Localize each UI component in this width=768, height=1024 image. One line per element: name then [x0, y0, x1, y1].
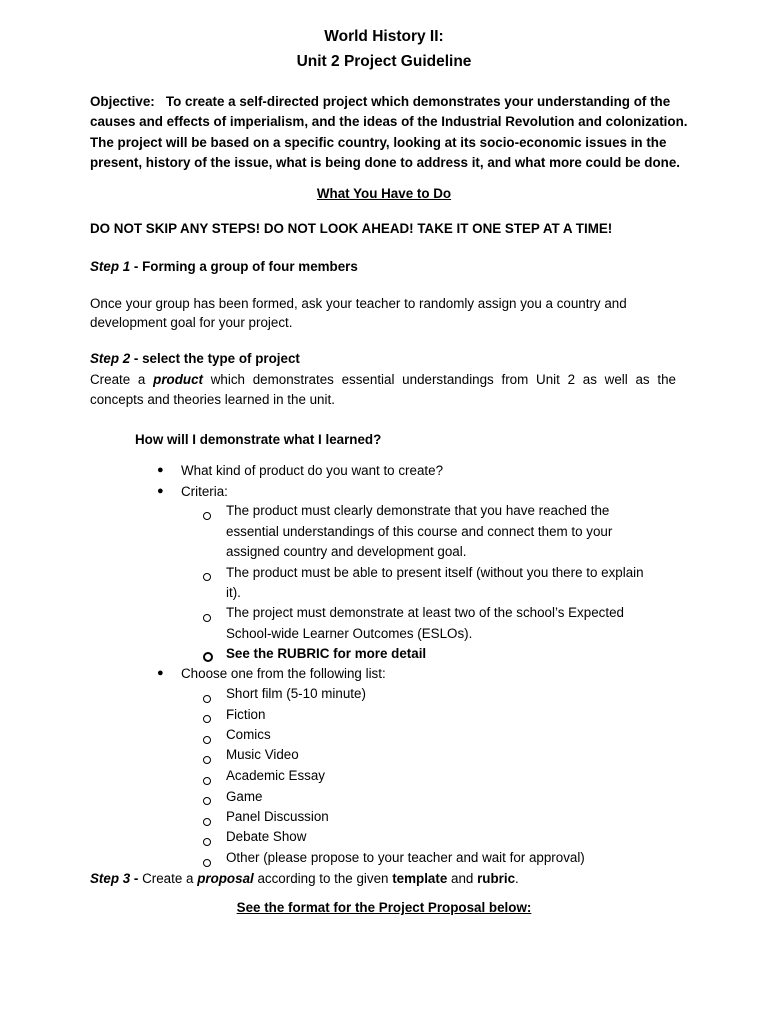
sub-bullet-icon	[203, 610, 211, 625]
step-3-line: Step 3 - Create a proposal according to the given template and rubric.	[90, 871, 519, 886]
sub-bullet-icon	[203, 773, 211, 788]
criteria-line-1: The product must clearly demonstrate that you have reached the	[226, 503, 610, 518]
sub-bullet-icon	[203, 508, 211, 523]
step-2-paragraph-line-1: Create a product which demonstrates essential understandings from Unit 2 as well as the	[90, 372, 676, 387]
criteria-line-7: School-wide Learner Outcomes (ESLOs).	[226, 626, 473, 641]
proposal-term: proposal	[197, 871, 254, 886]
criteria-line-6: The project must demonstrate at least two of the school’s Expected	[226, 605, 624, 620]
objective-line-3: The project will be based on a specific country, looking at its socio-economic issues in the	[90, 135, 667, 150]
rubric-term: rubric	[477, 871, 516, 886]
proposal-format-note: See the format for the Project Proposal below:	[236, 900, 532, 915]
option-item: Short film (5-10 minute)	[226, 686, 366, 701]
template-term: template	[392, 871, 448, 886]
step-2-label: Step 2	[90, 351, 131, 366]
sub-bullet-icon	[203, 814, 211, 829]
warning-text: DO NOT SKIP ANY STEPS! DO NOT LOOK AHEAD! TAKE IT ONE STEP AT A TIME!	[90, 221, 613, 236]
sub-bullet-icon	[203, 650, 213, 665]
bullet-icon: ●	[157, 485, 164, 497]
objective-label: Objective:	[90, 94, 155, 109]
option-item: Music Video	[226, 747, 299, 762]
option-item: Other (please propose to your teacher and wait for approval)	[226, 850, 585, 865]
bullet-3-text: Choose one from the following list:	[181, 666, 386, 681]
sub-bullet-icon	[203, 752, 211, 767]
objective-line-1: Objective: To create a self-directed project which demonstrates your understanding of the	[90, 94, 671, 109]
option-item: Game	[226, 789, 263, 804]
demonstrate-question: How will I demonstrate what I learned?	[135, 432, 382, 447]
step-1-heading: Step 1 - Forming a group of four members	[90, 259, 358, 274]
step-1-label: Step 1	[90, 259, 131, 274]
bullet-1-text: What kind of product do you want to create?	[181, 463, 444, 478]
step-1-paragraph-line-1: Once your group has been formed, ask your teacher to randomly assign you a country and	[90, 296, 627, 311]
criteria-line-4: The product must be able to present itself (without you there to explain	[226, 565, 644, 580]
criteria-rubric-note: See the RUBRIC for more detail	[226, 646, 427, 661]
criteria-line-5: it).	[226, 585, 241, 600]
option-item: Panel Discussion	[226, 809, 329, 824]
sub-bullet-icon	[203, 569, 211, 584]
objective-line-2: causes and effects of imperialism, and the ideas of the Industrial Revolution and colonization.	[90, 114, 688, 129]
bullet-icon: ●	[157, 667, 164, 679]
step-3-label: Step 3	[90, 871, 131, 886]
sub-bullet-icon	[203, 711, 211, 726]
sub-bullet-icon	[203, 834, 211, 849]
step-1-paragraph-line-2: development goal for your project.	[90, 315, 293, 330]
criteria-line-3: assigned country and development goal.	[226, 544, 467, 559]
title-line-1: World History II:	[324, 28, 444, 45]
sub-bullet-icon	[203, 855, 211, 870]
step-1-title: Forming a group of four members	[142, 259, 358, 274]
bullet-icon: ●	[157, 464, 164, 476]
step-2-heading: Step 2 - select the type of project	[90, 351, 300, 366]
product-term: product	[153, 372, 203, 387]
option-item: Fiction	[226, 707, 266, 722]
title-line-2: Unit 2 Project Guideline	[296, 53, 472, 70]
sub-bullet-icon	[203, 691, 211, 706]
bullet-2-text: Criteria:	[181, 484, 228, 499]
option-item: Academic Essay	[226, 768, 325, 783]
objective-line-4: present, history of the issue, what is being done to address it, and what more could be done.	[90, 155, 681, 170]
option-item: Comics	[226, 727, 271, 742]
sub-bullet-icon	[203, 732, 211, 747]
step-2-title: select the type of project	[142, 351, 300, 366]
step-2-paragraph-line-2: concepts and theories learned in the unit.	[90, 392, 335, 407]
what-to-do-heading: What You Have to Do	[316, 186, 452, 201]
criteria-line-2: essential understandings of this course and connect them to your	[226, 524, 613, 539]
option-item: Debate Show	[226, 829, 307, 844]
sub-bullet-icon	[203, 793, 211, 808]
